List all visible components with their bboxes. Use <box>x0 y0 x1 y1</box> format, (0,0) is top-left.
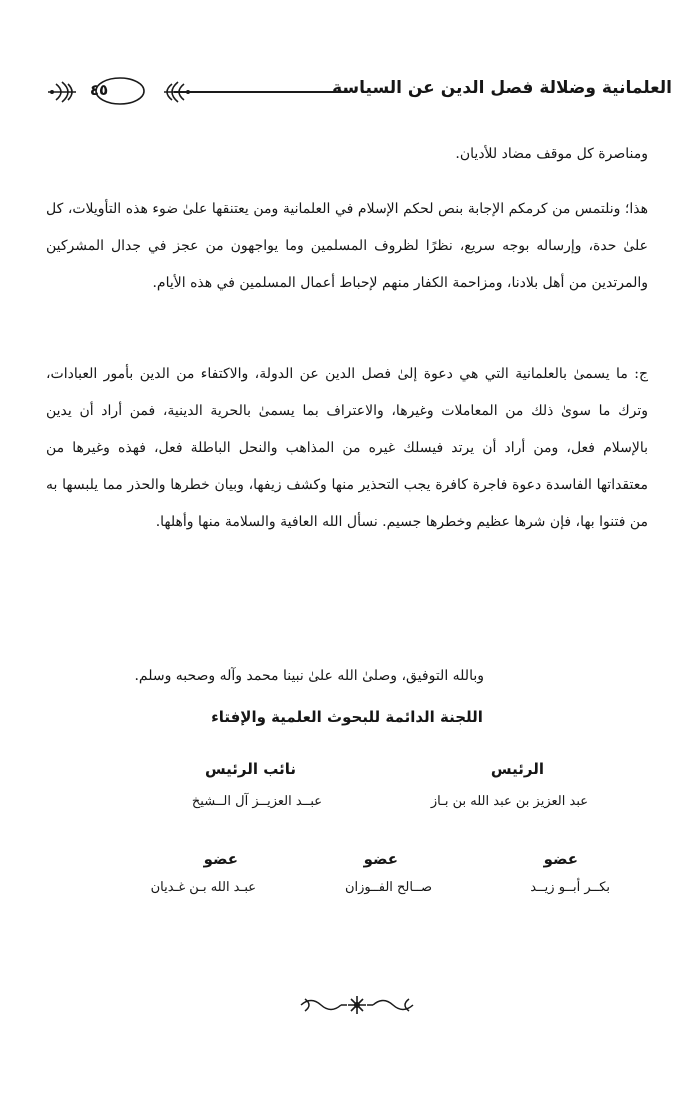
page-number: ٤٥ <box>89 81 109 99</box>
closing-line: وبالله التوفيق، وصلىٰ الله علىٰ نبينا محمد وآله وصحبه وسلم. <box>134 668 484 684</box>
header-title: العلمانية وضلالة فصل الدين عن السياسة <box>332 78 672 98</box>
vice-chair-role: نائب الرئيس <box>204 760 296 778</box>
member-name: بكــر أبــو زيــد <box>530 880 610 895</box>
running-header <box>24 74 672 116</box>
chair-name: عبد العزيز بن عبد الله بن بـاز <box>430 794 588 809</box>
member-role: عضو <box>543 850 578 868</box>
chair-role: الرئيس <box>490 760 544 778</box>
paragraph-answer: ج: ما يسمىٰ بالعلمانية التي هي دعوة إلىٰ فصل الدين عن الدولة، والاكتفاء من الدين بأمور العبادات، وترك ما سوىٰ ذلك من المعاملات وغيرها، والاعتراف بما يسمىٰ بالحرية الدينية، فمن أراد أن يدين بالإسلام فعل، ومن أراد أن يرتد فيسلك غيره من المذاهب والنحل الباطلة فعل، فهذه وغيرها من معتقداتها الفاسدة دعوة فاجرة كافرة يجب التحذير منها وكشف زيفها، وبيان خطرها والحذر مما يلبسها به من فتنوا بها، فإن شرها عظيم وخطرها جسيم. نسأل الله العافية والسلامة منها وأهلها. <box>46 366 648 530</box>
member-role: عضو <box>203 850 238 868</box>
vice-chair-name: عبــد العزيــز آل الــشيخ <box>191 794 322 809</box>
header-rule <box>174 91 350 93</box>
member-role: عضو <box>363 850 398 868</box>
member-name: عبـد الله بـن غـديان <box>150 880 256 895</box>
member-name: صــالح الفــوزان <box>344 880 432 895</box>
committee-name: اللجنة الدائمة للبحوث العلمية والإفتاء <box>211 708 483 726</box>
footer-ornament-icon <box>297 990 417 1020</box>
paragraph-continuation: ومناصرة كل موقف مضاد للأديان. <box>455 146 648 162</box>
paragraph-request: هذا؛ ونلتمس من كرمكم الإجابة بنص لحكم الإسلام في العلمانية ومن يعتنقها علىٰ ضوء هذه التأويلات، كل علىٰ حدة، وإرساله بوجه سريع، نظرًا لظروف المسلمين وما يواجهون من عجز في جدال المشركين والمرتدين من أهل بلادنا، ومزاحمة الكفار منهم لإحباط أعمال المسلمين في هذه الأيام. <box>46 201 648 291</box>
